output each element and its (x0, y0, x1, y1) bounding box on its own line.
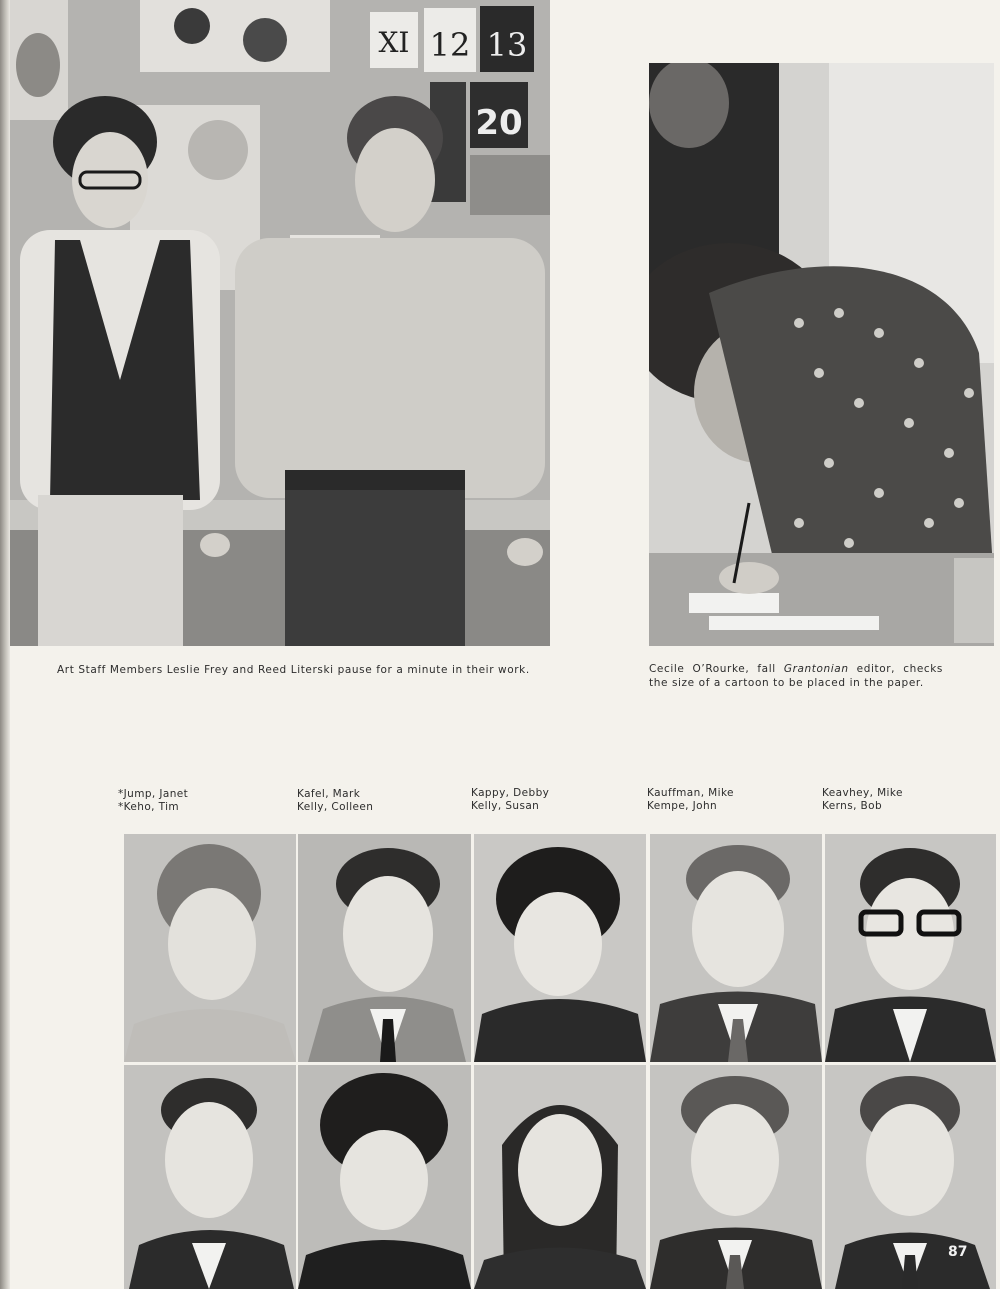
student-name: Kelly, Susan (471, 800, 540, 812)
student-name: Kauffman, Mike (647, 787, 734, 799)
art-staff-photo (10, 0, 550, 646)
student-name: *Jump, Janet (118, 788, 189, 800)
student-portrait (474, 834, 646, 1062)
wall-number: 20 (475, 103, 523, 143)
caption-text: Cecile O’Rourke, fall (649, 663, 784, 675)
student-portrait (474, 1065, 646, 1289)
student-name: *Keho, Tim (118, 801, 180, 813)
name-column (297, 788, 373, 814)
student-portrait (825, 1065, 996, 1289)
wall-number: 12 (429, 26, 471, 64)
name-column (822, 787, 903, 813)
student-name: Kelly, Colleen (297, 801, 374, 813)
student-portrait (650, 1065, 822, 1289)
student-name: Kafel, Mark (297, 788, 361, 800)
name-column (647, 787, 734, 813)
student-portrait (650, 834, 822, 1062)
student-portrait (124, 834, 296, 1062)
editor-photo (649, 63, 994, 646)
student-portrait (825, 834, 996, 1062)
student-portrait (298, 834, 471, 1062)
book-gutter (0, 0, 10, 1289)
student-portrait (124, 1065, 296, 1289)
caption-text: editor, checks the size of a cartoon to be placed in the paper. (649, 663, 944, 689)
student-name: Kempe, John (647, 800, 718, 812)
page-number: 87 (948, 1244, 968, 1260)
student-name: Kerns, Bob (822, 800, 883, 812)
editor-caption (649, 662, 943, 690)
name-column (118, 788, 188, 814)
wall-number: 13 (486, 26, 528, 64)
student-name: Kappy, Debby (471, 787, 550, 799)
student-portrait (298, 1065, 471, 1289)
caption-text: Art Staff Members Leslie Frey and Reed Literski pause for a minute in their work. (57, 664, 530, 676)
art-staff-caption (57, 663, 537, 677)
wall-number: XI (378, 26, 410, 59)
name-column (471, 787, 549, 813)
student-name: Keavhey, Mike (822, 787, 903, 799)
newspaper-name: Grantonian (783, 663, 849, 675)
